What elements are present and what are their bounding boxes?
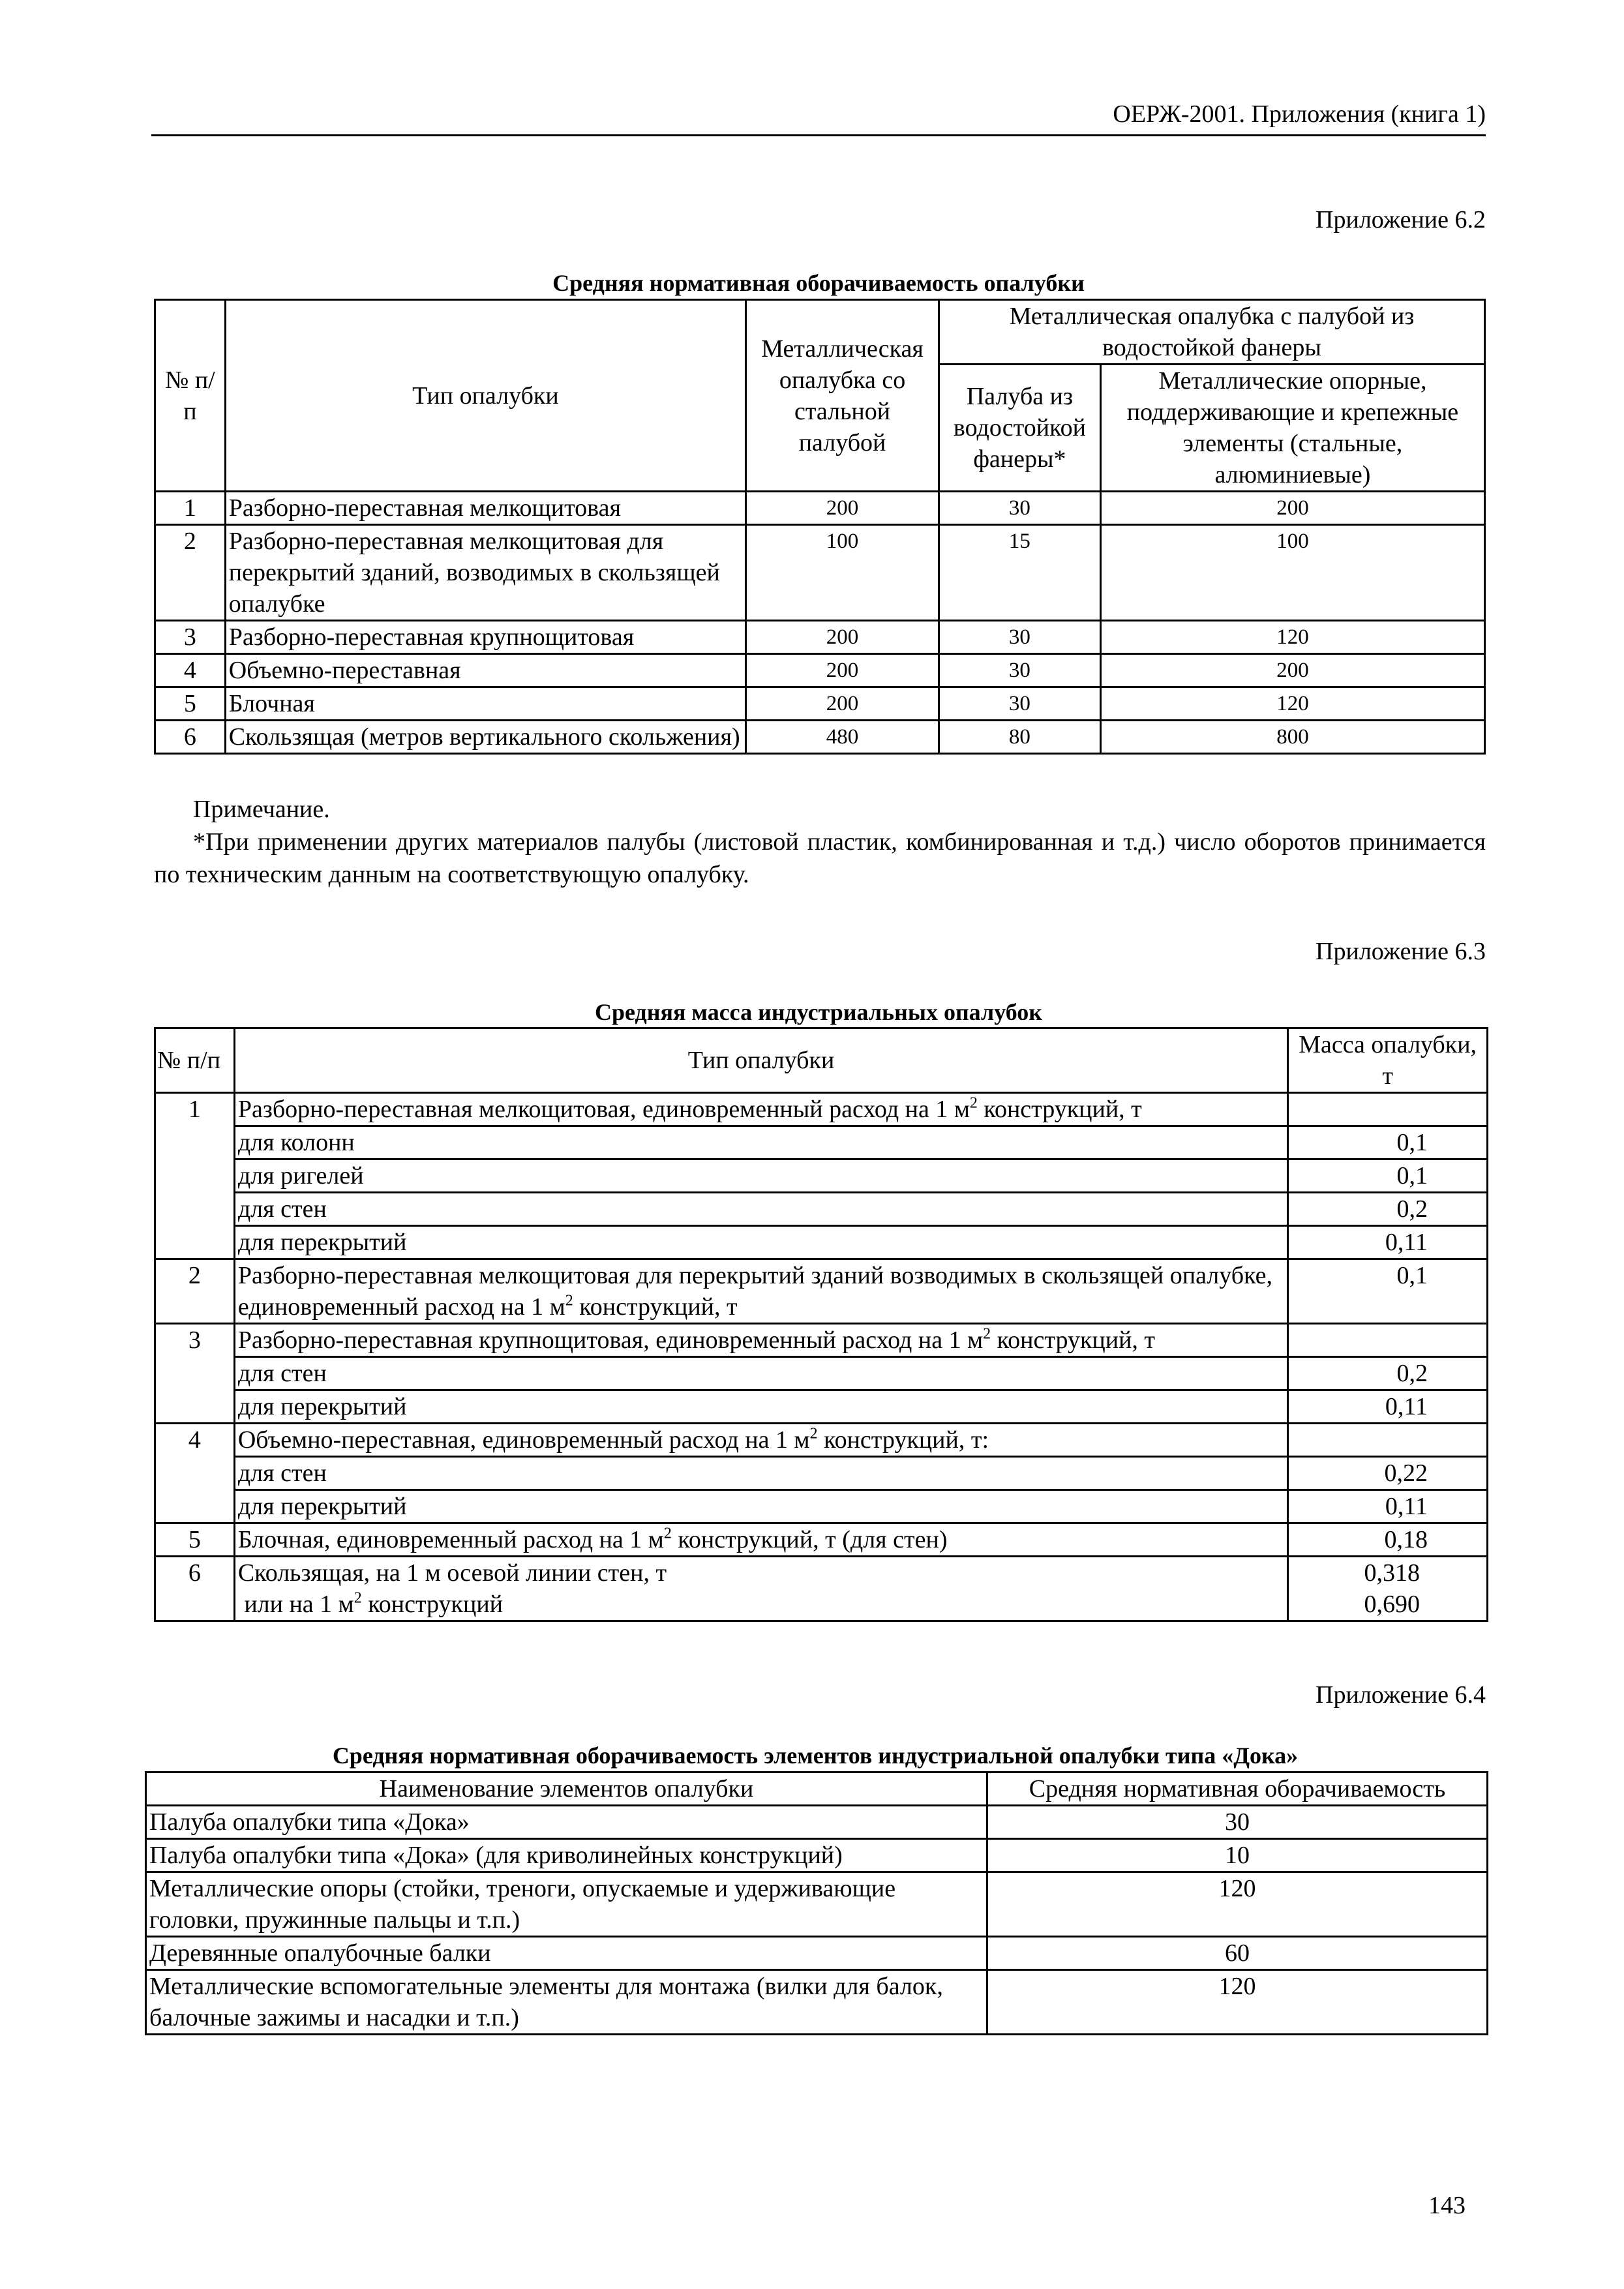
row-name: Палуба опалубки типа «Дока» (для криволинейных конструкций) [146,1839,987,1872]
table-row [155,1226,1488,1259]
row-plywood: 30 [939,687,1100,721]
table-row [155,654,1485,687]
superscript: 2 [565,1292,573,1309]
row-elements: 100 [1100,525,1484,621]
row-num: 1 [155,1093,235,1259]
row-type-text-end: конструкций [361,1591,503,1618]
table-row [155,1159,1488,1193]
row-mass: 0,11 [1288,1226,1488,1259]
row-type [234,1424,1287,1457]
row-subitem: для стен [234,1457,1287,1490]
row-value: 120 [987,1970,1487,2035]
superscript: 2 [969,1094,978,1112]
table-row [155,1390,1488,1424]
row-steel: 200 [746,654,939,687]
mass-value: 0,318 [1364,1559,1420,1587]
row-type-line: Скользящая, на 1 м осевой линии стен, т [237,1559,667,1587]
col-header-value: Средняя нормативная оборачиваемость [987,1773,1487,1806]
row-mass: 0,1 [1288,1126,1488,1159]
row-type [234,1324,1287,1357]
col-header-type: Тип опалубки [225,300,745,492]
doka-turnover-table [145,1771,1488,2035]
row-mass [1288,1424,1488,1457]
row-mass [1288,1324,1488,1357]
row-num: 6 [155,1557,235,1621]
row-type-text-end: конструкций, т [991,1326,1156,1354]
appendix-6-2-title: Средняя нормативная оборачиваемость опалубки [552,270,1085,296]
table-row [155,1193,1488,1226]
table-header-row [155,1028,1488,1093]
col-header-name: Наименование элементов опалубки [146,1773,987,1806]
row-type-text-end: конструкций, т (для стен) [671,1526,948,1553]
table-row [146,1937,1488,1970]
row-mass: 0,11 [1288,1390,1488,1424]
row-subitem: для перекрытий [234,1226,1287,1259]
table-row [155,1457,1488,1490]
row-value: 120 [987,1872,1487,1937]
formwork-turnover-table [154,299,1486,755]
row-elements: 800 [1100,721,1484,754]
table-row [155,1490,1488,1523]
table-row [155,1357,1488,1390]
row-type: Разборно-переставная мелкощитовая [225,492,745,525]
row-plywood: 30 [939,654,1100,687]
row-type: Блочная [225,687,745,721]
table-row [155,492,1485,525]
table-row [155,1259,1488,1324]
row-mass: 0,2 [1288,1193,1488,1226]
table-row [146,1872,1488,1937]
row-value: 10 [987,1839,1487,1872]
row-type-text-end: конструкций, т: [817,1426,989,1454]
row-name: Деревянные опалубочные балки [146,1937,987,1970]
row-type-text: Разборно-переставная крупнощитовая, единовременный расход на 1 м [237,1326,984,1354]
row-mass [1288,1093,1488,1126]
row-type [234,1093,1287,1126]
appendix-6-2-label: Приложение 6.2 [1316,206,1486,233]
row-type-text: или на 1 м [237,1591,354,1618]
row-type: Объемно-переставная [225,654,745,687]
table-row [155,687,1485,721]
row-name: Металлические опоры (стойки, треноги, опускаемые и удерживающие головки, пружинные пальцы и т.п.) [146,1872,987,1937]
appendix-6-4-label: Приложение 6.4 [1316,1681,1486,1709]
col-header-steel: Металлическая опалубка со стальной палубой [746,300,939,492]
row-num: 2 [155,525,226,621]
row-num: 3 [155,621,226,654]
row-steel: 100 [746,525,939,621]
row-mass: 0,22 [1288,1457,1488,1490]
col-header-plywood-group: Металлическая опалубка с палубой из водостойкой фанеры [939,300,1484,365]
appendix-6-3-label: Приложение 6.3 [1316,938,1486,965]
row-mass [1288,1557,1488,1621]
formwork-mass-table [154,1027,1488,1622]
row-plywood: 30 [939,621,1100,654]
col-header-metal-elements: Металлические опорные, поддерживающие и крепежные элементы (стальные, алюминиевые) [1100,365,1484,492]
row-subitem: для стен [234,1193,1287,1226]
note-text: *При применении других материалов палубы (листовой пластик, комбинированная и т.д.) число оборотов принимается по техническим данным на соответствующую опалубку. [154,828,1486,888]
row-type: Разборно-переставная мелкощитовая для перекрытий зданий, возводимых в скользящей опалубке [225,525,745,621]
note-label: Примечание. [193,796,330,823]
row-subitem: для колонн [234,1126,1287,1159]
table-row [155,1126,1488,1159]
row-num: 4 [155,654,226,687]
table-row [155,1557,1488,1621]
row-type-text: Разборно-переставная мелкощитовая, единовременный расход на 1 м [237,1096,970,1123]
row-type-text: Объемно-переставная, единовременный расход на 1 м [237,1426,810,1454]
page-number: 143 [1428,2192,1466,2219]
row-type-line [238,1589,1284,1620]
row-elements: 120 [1100,621,1484,654]
row-mass: 0,1 [1288,1259,1488,1324]
row-mass: 0,1 [1288,1159,1488,1193]
row-subitem: для перекрытий [234,1490,1287,1523]
superscript: 2 [983,1325,991,1343]
row-num: 5 [155,687,226,721]
row-plywood: 30 [939,492,1100,525]
table-row [155,1324,1488,1357]
row-type: Скользящая (метров вертикального скольжения) [225,721,745,754]
table-row [155,1424,1488,1457]
row-elements: 200 [1100,492,1484,525]
row-subitem: для стен [234,1357,1287,1390]
row-type [234,1523,1287,1557]
row-num: 5 [155,1523,235,1557]
table-header-row [155,300,1485,365]
mass-value: 0,690 [1364,1591,1420,1618]
row-mass: 0,18 [1288,1523,1488,1557]
row-elements: 120 [1100,687,1484,721]
row-steel: 200 [746,687,939,721]
table-header-row [146,1773,1488,1806]
superscript: 2 [353,1589,362,1607]
appendix-6-4-title: Средняя нормативная оборачиваемость элементов индустриальной опалубки типа «Дока» [332,1743,1299,1769]
table-row [146,1839,1488,1872]
superscript: 2 [663,1525,672,1542]
row-type [234,1259,1287,1324]
col-header-plywood-deck: Палуба из водостойкой фанеры* [939,365,1100,492]
superscript: 2 [809,1425,818,1443]
col-header-num: № п/п [155,1028,235,1093]
row-num: 2 [155,1259,235,1324]
running-header: ОЕРЖ-2001. Приложения (книга 1) [151,98,1486,136]
row-subitem: для ригелей [234,1159,1287,1193]
row-name: Металлические вспомогательные элементы для монтажа (вилки для балок, балочные зажимы и насадки и т.п.) [146,1970,987,2035]
row-value: 30 [987,1806,1487,1839]
table-row [146,1806,1488,1839]
row-num: 3 [155,1324,235,1424]
appendix-6-3-title: Средняя масса индустриальных опалубок [594,999,1042,1025]
row-type: Разборно-переставная крупнощитовая [225,621,745,654]
row-type-text: Блочная, единовременный расход на 1 м [237,1526,664,1553]
row-num: 4 [155,1424,235,1523]
table-row [155,621,1485,654]
row-type-text-end: конструкций, т [573,1293,738,1321]
row-steel: 200 [746,492,939,525]
row-steel: 200 [746,621,939,654]
table-row [155,1523,1488,1557]
row-mass: 0,11 [1288,1490,1488,1523]
row-name: Палуба опалубки типа «Дока» [146,1806,987,1839]
row-num: 1 [155,492,226,525]
row-num: 6 [155,721,226,754]
row-plywood: 80 [939,721,1100,754]
row-subitem: для перекрытий [234,1390,1287,1424]
row-type-text: Разборно-переставная мелкощитовая для перекрытий зданий возводимых в скользящей опалубке, единовременный расход на 1 м [237,1262,1272,1321]
table-row [155,1093,1488,1126]
table-row [146,1970,1488,2035]
col-header-type: Тип опалубки [234,1028,1287,1093]
row-type-text-end: конструкций, т [977,1096,1142,1123]
row-elements: 200 [1100,654,1484,687]
table-row [155,721,1485,754]
col-header-mass: Масса опалубки, т [1288,1028,1488,1093]
table-row [155,525,1485,621]
row-plywood: 15 [939,525,1100,621]
row-value: 60 [987,1937,1487,1970]
row-type [234,1557,1287,1621]
row-steel: 480 [746,721,939,754]
row-mass: 0,2 [1288,1357,1488,1390]
col-header-num: № п/п [155,300,226,492]
